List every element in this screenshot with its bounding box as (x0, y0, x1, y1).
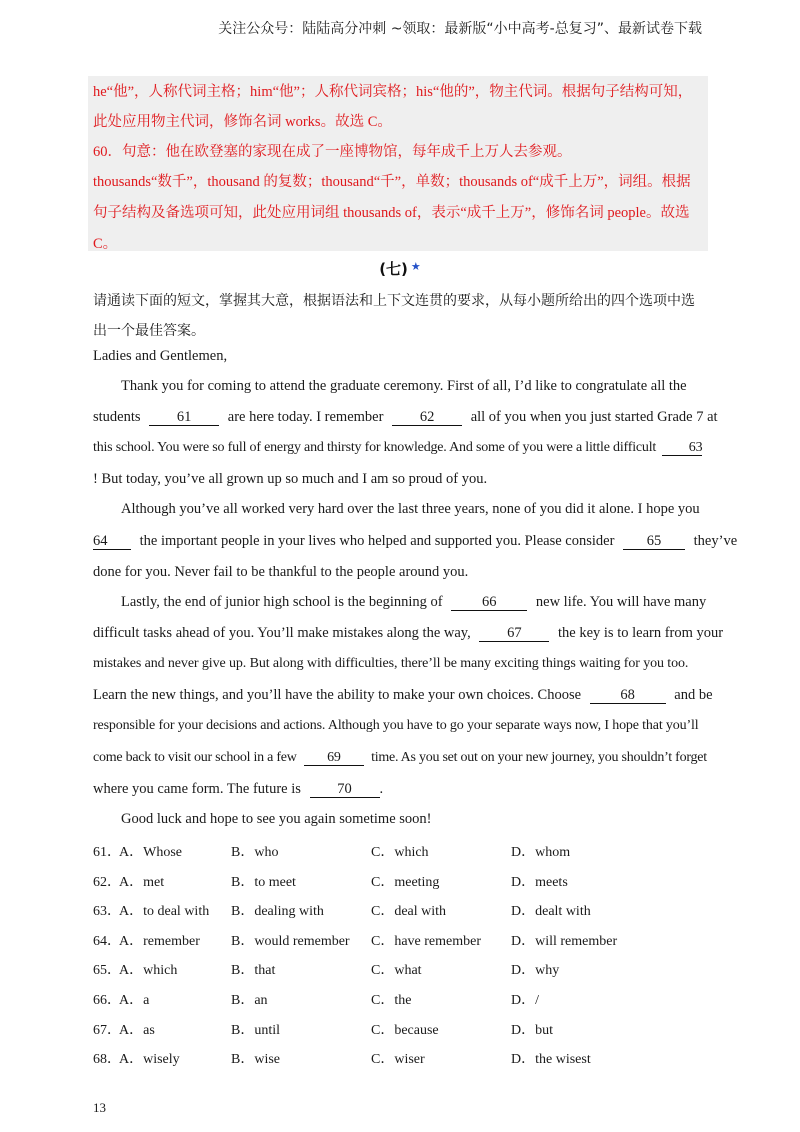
answer-line: C。 (93, 236, 118, 252)
option-b[interactable]: B．dealing with (231, 904, 324, 920)
instructions-line: 请通读下面的短文，掌握其大意，根据语法和上下文连贯的要求，从每小题所给出的四个选项中选 (93, 293, 695, 309)
question-number: 61． (93, 845, 121, 860)
option-a[interactable]: A．a (119, 993, 150, 1008)
blank-61: 61 (149, 410, 219, 426)
blank-64: 64 (93, 534, 131, 550)
passage-text: all of you when you just started Grade 7 at (470, 409, 718, 425)
passage-closing: Good luck and hope to see you again sometime soon! (121, 811, 432, 827)
option-b[interactable]: B．would remember (231, 933, 350, 949)
option-d[interactable]: D．the wisest (511, 1052, 591, 1068)
passage-line: Although you’ve all worked very hard over the last three years, none of you did it alone. I hope you (121, 501, 700, 517)
option-d[interactable]: D．/ (511, 993, 539, 1008)
passage-text: they’ve (693, 533, 738, 549)
option-c[interactable]: C．the (371, 993, 412, 1008)
instructions-line: 出一个最佳答案。 (93, 323, 205, 339)
option-b[interactable]: B．until (231, 1022, 281, 1038)
answer-explanation-box (88, 76, 708, 251)
option-a[interactable]: A．to deal with (119, 904, 210, 920)
blank-62: 62 (392, 410, 462, 426)
option-a[interactable]: A．Whose (119, 845, 182, 860)
passage-text: Lastly, the end of junior high school is the beginning of (121, 594, 443, 610)
answer-line: thousands“数千”，thousand 的复数；thousand“千”，单数；thousands of“成千上万”，词组。根据 (93, 174, 691, 190)
star-icon: ★ (410, 260, 421, 273)
passage-text: . (379, 781, 384, 797)
passage-text: students (93, 409, 141, 425)
passage-line (93, 781, 383, 798)
passage-text: new life. You will have many (535, 594, 707, 610)
page-header: 关注公众号：陆陆高分冲刺 ~领取：最新版“小中高考-总复习”、最新试卷下载 (218, 21, 702, 37)
answer-line: he“他”，人称代词主格；him“他”；人称代词宾格；his“他的”，物主代词。根据句子结构可知， (93, 84, 693, 100)
option-b[interactable]: B．that (231, 963, 276, 979)
passage-text: come back to visit our school in a few (93, 750, 297, 765)
option-b[interactable]: B．an (231, 993, 268, 1008)
passage-line (93, 687, 713, 704)
option-c[interactable]: C．have remember (371, 933, 482, 949)
option-d[interactable]: D．meets (511, 874, 568, 890)
option-d[interactable]: D．will remember (511, 933, 618, 949)
blank-67: 67 (479, 626, 549, 642)
page-number: 13 (93, 1100, 106, 1115)
option-a[interactable]: A．remember (119, 933, 200, 949)
passage-line: done for you. Never fail to be thankful to the people around you. (93, 564, 469, 580)
question-number: 62． (93, 874, 121, 890)
answer-line: 句子结构及备选项可知，此处应用词组 thousands of，表示“成千上万”，修饰名词 people。故选 (93, 205, 690, 221)
passage-line: responsible for your decisions and actions. Although you have to go your separate ways now, I hope that you’ll (93, 718, 699, 733)
blank-69: 69 (304, 750, 364, 766)
passage-line: ! But today, you’ve all grown up so much and I am so proud of you. (93, 471, 488, 487)
option-d[interactable]: D．but (511, 1022, 553, 1038)
section-title-text: (七) (379, 260, 408, 278)
option-c[interactable]: C．deal with (371, 904, 447, 920)
question-number: 67． (93, 1022, 121, 1038)
passage-text: the key is to learn from your (558, 625, 724, 641)
option-a[interactable]: A．met (119, 874, 165, 890)
passage-line (93, 409, 718, 426)
option-c[interactable]: C．meeting (371, 874, 440, 890)
blank-70: 70 (310, 782, 380, 798)
passage-line: mistakes and never give up. But along with difficulties, there’ll be many exciting things waiting for you too. (93, 656, 689, 671)
question-number: 63． (93, 904, 121, 920)
passage-line: Thank you for coming to attend the graduate ceremony. First of all, I’d like to congratulate all the (121, 378, 687, 394)
passage-text: the important people in your lives who helped and supported you. Please consider (139, 533, 615, 549)
option-c[interactable]: C．because (371, 1022, 439, 1038)
blank-65: 65 (623, 534, 685, 550)
option-b[interactable]: B．to meet (231, 874, 296, 890)
option-c[interactable]: C．wiser (371, 1052, 425, 1068)
passage-line (93, 750, 707, 766)
passage-line (93, 440, 702, 456)
passage-text: and be (674, 687, 713, 703)
passage-line (93, 625, 723, 642)
passage-line (121, 594, 706, 611)
option-a[interactable]: A．as (119, 1022, 155, 1038)
answer-line: 此处应用物主代词，修饰名词 works。故选 C。 (93, 114, 392, 130)
passage-greeting: Ladies and Gentlemen, (93, 348, 228, 364)
option-b[interactable]: B．wise (231, 1052, 280, 1068)
option-d[interactable]: D．why (511, 963, 560, 979)
section-title (0, 258, 800, 279)
answer-line: 60．句意：他在欧登塞的家现在成了一座博物馆，每年成千上万人去参观。 (93, 144, 572, 160)
option-d[interactable]: D．whom (511, 845, 571, 860)
passage-text: difficult tasks ahead of you. You’ll make mistakes along the way, (93, 625, 471, 641)
question-number: 64． (93, 933, 121, 949)
blank-63: 63 (662, 440, 702, 456)
option-d[interactable]: D．dealt with (511, 904, 591, 920)
option-a[interactable]: A．wisely (119, 1052, 180, 1068)
blank-66: 66 (451, 595, 527, 611)
passage-text: time. As you set out on your new journey, you shouldn’t forget (371, 750, 707, 765)
passage-text: this school. You were so full of energy and thirsty for knowledge. And some of you were a little difficult (93, 440, 657, 455)
option-c[interactable]: C．which (371, 845, 429, 860)
passage-text: are here today. I remember (227, 409, 384, 425)
question-number: 68． (93, 1052, 121, 1068)
passage-line (93, 533, 737, 550)
question-number: 66． (93, 993, 121, 1008)
option-b[interactable]: B．who (231, 845, 279, 860)
option-c[interactable]: C．what (371, 963, 422, 979)
question-number: 65． (93, 963, 121, 979)
option-a[interactable]: A．which (119, 963, 178, 979)
blank-68: 68 (590, 688, 666, 704)
passage-text: where you came form. The future is (93, 781, 301, 797)
passage-text: Learn the new things, and you’ll have the ability to make your own choices. Choose (93, 687, 582, 703)
